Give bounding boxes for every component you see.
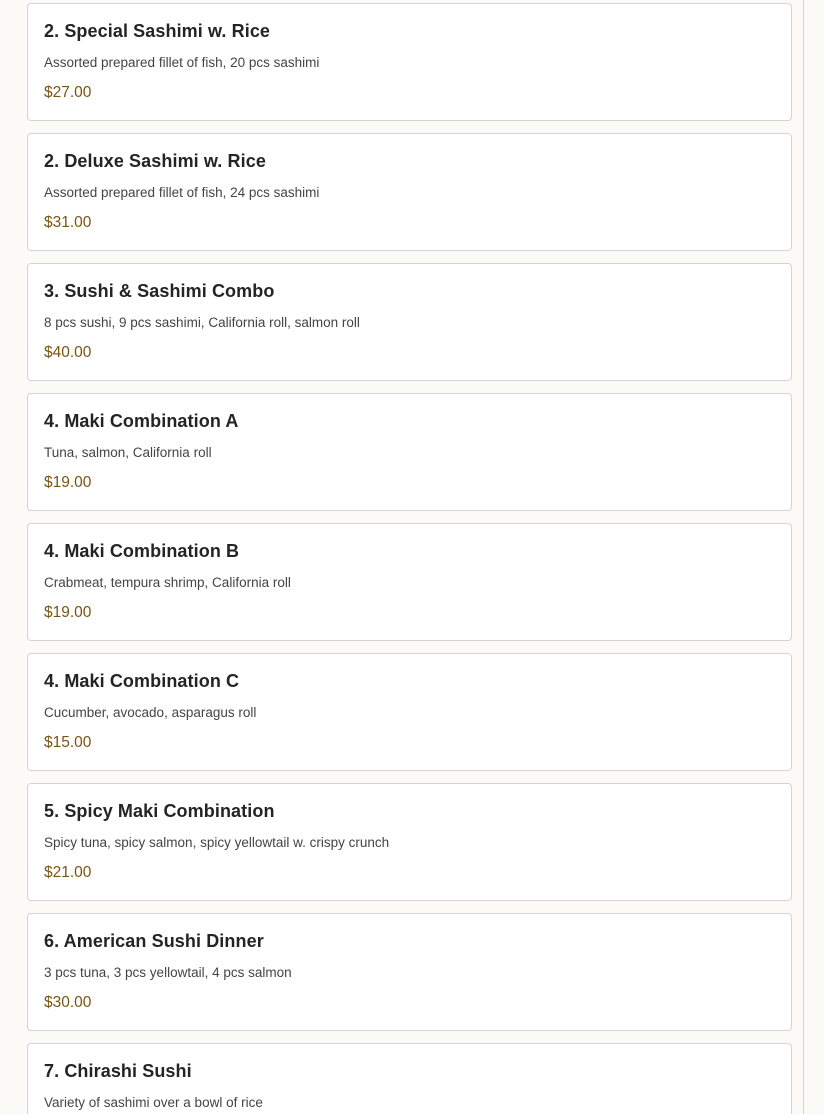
menu-item-price: $31.00 — [44, 214, 92, 231]
menu-item-price: $21.00 — [44, 864, 92, 881]
menu-item-card[interactable] — [27, 783, 792, 901]
menu-item-list — [27, 3, 792, 1114]
menu-item-description: 3 pcs tuna, 3 pcs yellowtail, 4 pcs salmon — [44, 965, 292, 980]
menu-item-description: Cucumber, avocado, asparagus roll — [44, 705, 257, 720]
menu-item-card[interactable] — [27, 3, 792, 121]
menu-item-card[interactable] — [27, 1043, 792, 1114]
menu-item-name: 7. Chirashi Sushi — [44, 1061, 192, 1081]
menu-item-price: $40.00 — [44, 344, 92, 361]
menu-item-description: Assorted prepared fillet of fish, 24 pcs sashimi — [44, 185, 320, 200]
menu-item-price: $30.00 — [44, 994, 92, 1011]
menu-item-description: Tuna, salmon, California roll — [44, 445, 212, 460]
menu-item-price: $15.00 — [44, 734, 92, 751]
menu-item-name: 2. Special Sashimi w. Rice — [44, 21, 271, 41]
menu-item-name: 2. Deluxe Sashimi w. Rice — [44, 151, 266, 171]
menu-item-card[interactable] — [27, 263, 792, 381]
menu-item-price: $19.00 — [44, 474, 92, 491]
menu-item-card[interactable] — [27, 653, 792, 771]
menu-item-price: $19.00 — [44, 604, 92, 621]
panel-divider — [803, 0, 804, 1114]
menu-item-name: 5. Spicy Maki Combination — [44, 801, 275, 821]
menu-item-description: 8 pcs sushi, 9 pcs sashimi, California roll, salmon roll — [44, 315, 360, 330]
menu-item-card[interactable] — [27, 913, 792, 1031]
menu-item-card[interactable] — [27, 133, 792, 251]
menu-item-name: 6. American Sushi Dinner — [44, 931, 264, 951]
menu-item-card[interactable] — [27, 393, 792, 511]
menu-item-card[interactable] — [27, 523, 792, 641]
menu-item-price: $27.00 — [44, 84, 92, 101]
menu-item-name: 4. Maki Combination B — [44, 541, 240, 561]
menu-item-description: Assorted prepared fillet of fish, 20 pcs sashimi — [44, 55, 320, 70]
menu-item-description: Spicy tuna, spicy salmon, spicy yellowtail w. crispy crunch — [44, 835, 390, 850]
menu-item-description: Crabmeat, tempura shrimp, California roll — [44, 575, 291, 590]
menu-item-description: Variety of sashimi over a bowl of rice — [44, 1095, 263, 1110]
menu-item-name: 4. Maki Combination C — [44, 671, 240, 691]
menu-item-name: 3. Sushi & Sashimi Combo — [44, 281, 275, 301]
menu-item-name: 4. Maki Combination A — [44, 411, 239, 431]
